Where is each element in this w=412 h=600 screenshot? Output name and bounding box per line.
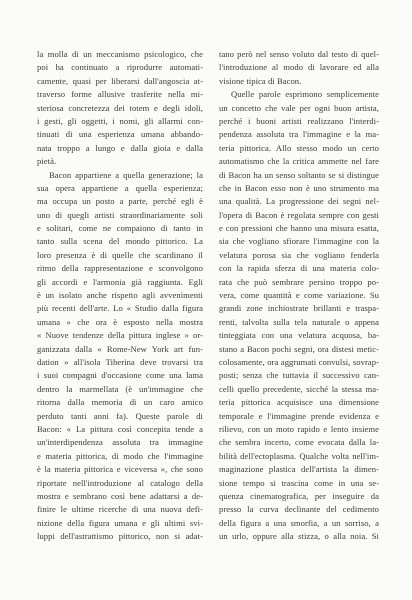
text-line: posti; senza che tuttavia il successivo can- [219,370,379,381]
text-line: l'opera di Bacon è regolata sempre con gesti [219,209,379,220]
text-line: mostra e sembrano così bene adattarsi a de- [37,490,203,501]
text-line: celli quello precedente, sicché la stessa ma- [219,383,379,394]
text-line: visione tipica di Bacon. [219,75,302,86]
left-text-column [37,48,203,543]
text-line: teria pittorica acquisisce una dimensione [219,397,379,408]
text-line: più recenti dell'arte. Lo « Studio dalla figura [37,303,203,314]
text-line: è un isolato anche rispetto agli avvenimenti [37,290,203,301]
text-line: presso la curva declinante del cedimento [219,504,379,515]
text-line: « Nuove tendenze della pittura inglese » or- [37,330,203,341]
text-line: sia che vogliano sfiorare l'immagine con la [219,236,379,247]
text-line: steriosa concretezza dei totem e degli idoli, [37,102,203,113]
text-line: perché i buoni artisti realizzano l'interdi- [219,115,379,126]
text-line: camente, quasi per liberarsi dall'angoscia at- [37,75,203,86]
text-line: sione tempo si trascina come in una se- [219,477,379,488]
text-line: tinteggiata con una velatura acquosa, ba- [219,330,379,341]
text-line: maginazione plastica dell'artista la dimen- [219,464,379,475]
text-line: pietà. [37,156,57,167]
text-line: Quelle parole esprimono semplicemente [231,89,379,100]
text-line: la molla di un meccanismo psicologico, che [37,49,203,59]
text-line: dentro la marmellata (è un'immagine che [37,383,203,394]
text-line: nata troppo a lungo e dalla gioia e dalla [37,142,203,153]
text-line: e materia pittorica, di modo che l'immagine [37,450,203,461]
text-line: stano a Bacon pochi segni, ora distesi metic- [219,343,379,354]
text-line: tanto sulla scena del mondo pittorico. La [37,236,203,247]
text-line: ma occupa un posto a parte, perché egli è [37,196,203,207]
text-line: riportate nell'introduzione al catalogo della [37,477,203,488]
text-line: grandi zone inchiostrate brillanti e traspa- [219,303,379,314]
text-line: bilità dell'ectoplasma. Qualche volta nell'im- [219,450,379,461]
text-line: che sembra incerto, come evocata dalla la- [219,437,379,448]
text-line: i gesti, gli oggetti, i nomi, gli allarmi con- [37,115,203,126]
text-line: una qualità. La progressione dei segni nel- [219,196,379,207]
text-line: un'interdipendenza assoluta tra immagine [37,437,203,448]
text-line: gli accordi e l'armonia già raggiunta. Egli [37,276,203,287]
text-line: automatismo che la critica ammette nel fare [219,156,379,167]
text-line: che in Bacon esso non è uno strumento ma [219,182,379,193]
text-line: teria pittorica. Allo stesso modo un certo [219,142,379,153]
text-line: ritmo della rappresentazione e sconvolgono [37,263,203,274]
text-line: di Bacon ha un senso soltanto se si distingue [219,169,379,180]
text-line: rilievo, con un moto rapido e lento insieme [219,423,379,434]
text-line: ganizzata dalla « Rome-New York art fun- [37,343,203,354]
text-line: l'introduzione al modo di lavorare ed alla [219,62,379,73]
text-line: colosamente, ora aggrumati convulsi, sovrap- [219,356,379,367]
text-line: sua opera appartiene a quella esperienza; [37,182,203,193]
text-line: finire le ultime ricerche di una nuova defi- [37,504,203,515]
text-line: poi ha continuato a riprodurre automati- [37,62,203,73]
text-line: con la rapida sferza di una materia colo- [219,263,379,274]
text-line: è la materia pittorica e viceversa », che sono [37,464,203,475]
text-line: e solitari, come ne compaiono di tanto in [37,223,203,234]
text-line: tano però nel senso voluto dal testo di quel- [219,49,379,59]
text-line: renti, talvolta sulla tela naturale o appena [219,316,379,327]
text-line: quenza cinematografica, per inseguire da [219,490,379,501]
text-line: perduto tanti anni fa). Queste parole di [37,410,203,421]
text-line: un concetto che vale per ogni buon artista, [219,102,379,113]
text-line: della figura a una smorfia, a un sorriso, a [219,517,379,528]
text-line: Bacon appartiene a quella generazione; la [49,169,203,180]
text-line: pendenza assoluta tra l'immagine e la ma- [219,129,379,140]
text-line: velatura porosa sia che vogliano fenderla [219,249,379,260]
text-line: tinuati di una esperienza umana abbando- [37,129,203,140]
text-line: nizione della figura umana e gli ultimi svi- [37,517,203,528]
text-line: un urlo, oppure alla stizza, o alla noia. Si [219,531,379,542]
text-line: loro presenza è di quelle che scardinano il [37,249,203,260]
text-line: e con pressioni che hanno una misura esatta, [219,223,379,234]
text-line: umana » che ora è esposto nella mostra [37,316,203,327]
text-line: Bacon: « La pittura così concepita tende a [37,423,203,434]
right-text-column [219,48,379,543]
text-line: uno di quegli artisti straordinariamente soli [37,209,203,220]
text-line: traverso forme allusive trasferite nella mi- [37,89,203,100]
text-line: ritorna dalla memoria di un caro amico [37,397,203,408]
text-line: rata che può sembrare persino troppo po- [219,276,379,287]
text-line: vera, come quantità e come variazione. Su [219,290,379,301]
text-line: luppi dell'astrattismo pittorico, non si adat- [37,531,203,542]
text-line: i suoi compagni d'occasione come una lama [37,370,203,381]
text-line: dation » all'isola Tiberina deve trovarsi tra [37,356,203,367]
text-line: temporale e l'immagine prende evidenza e [219,410,379,421]
